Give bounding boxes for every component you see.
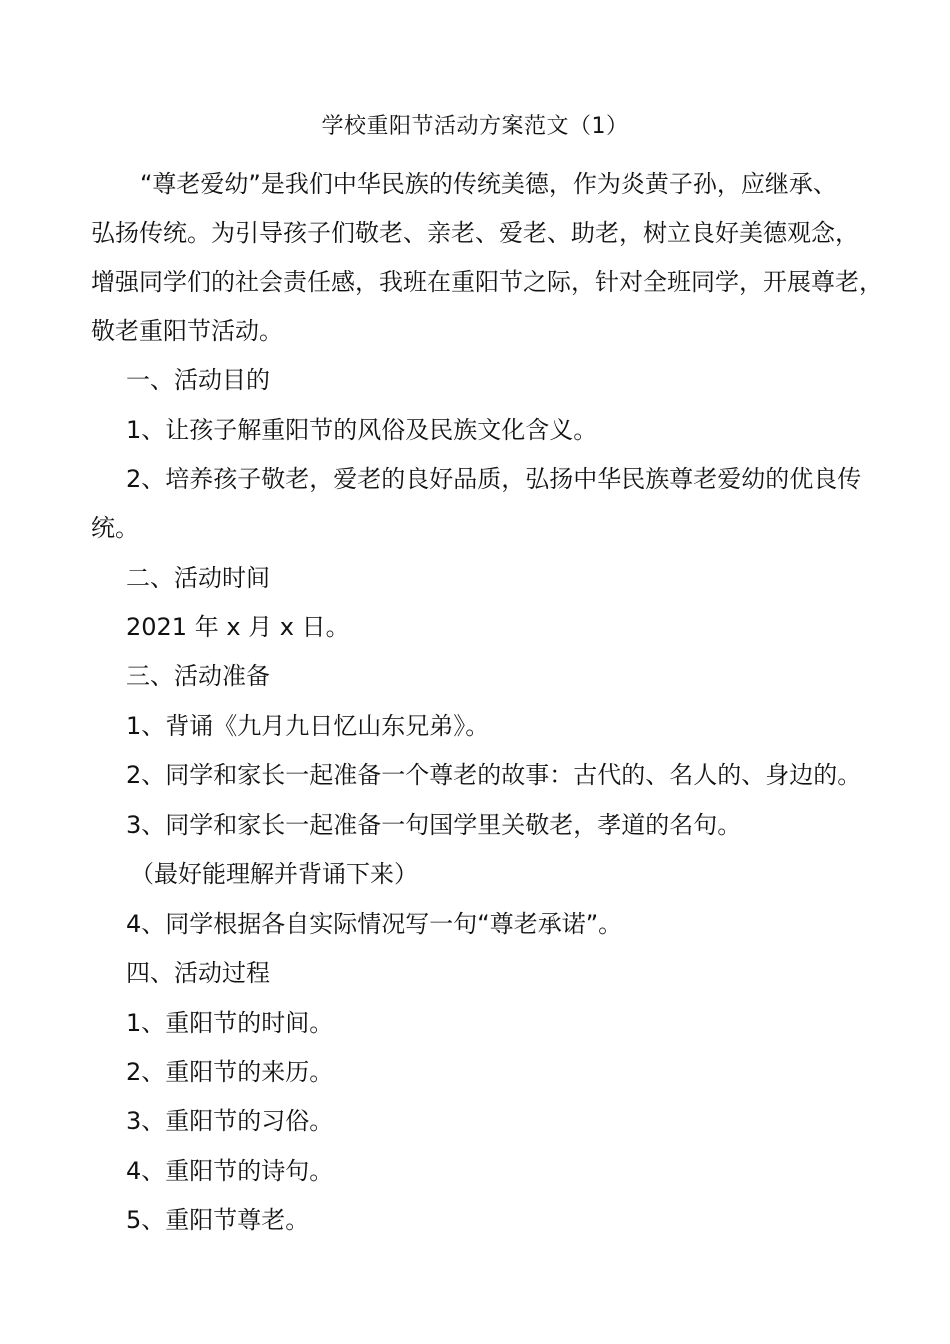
process-item-5: 5、重阳节尊老。 <box>126 1206 310 1234</box>
preparation-item-4: 4、同学根据各自实际情况写一句“尊老承诺”。 <box>126 910 623 938</box>
intro-line-1: “尊老爱幼”是我们中华民族的传统美德，作为炎黄子孙，应继承、 <box>140 170 837 198</box>
section-heading-purpose: 一、活动目的 <box>126 366 270 394</box>
document-title: 学校重阳节活动方案范文（1） <box>321 114 629 139</box>
section-heading-preparation: 三、活动准备 <box>126 662 270 690</box>
process-item-1: 1、重阳节的时间。 <box>126 1009 334 1037</box>
activity-date: 2021 年 x 月 x 日。 <box>126 613 350 641</box>
process-item-3: 3、重阳节的习俗。 <box>126 1107 334 1135</box>
section-heading-process: 四、活动过程 <box>126 959 270 987</box>
purpose-item-2-line-2: 统。 <box>91 514 139 542</box>
preparation-item-1: 1、背诵《九月九日忆山东兄弟》。 <box>126 712 490 740</box>
process-item-2: 2、重阳节的来历。 <box>126 1058 334 1086</box>
process-item-4: 4、重阳节的诗句。 <box>126 1157 334 1185</box>
intro-line-2: 弘扬传统。为引导孩子们敬老、亲老、爱老、助老，树立良好美德观念， <box>91 219 859 247</box>
preparation-item-2: 2、同学和家长一起准备一个尊老的故事：古代的、名人的、身边的。 <box>126 761 862 789</box>
intro-line-3: 增强同学们的社会责任感，我班在重阳节之际，针对全班同学，开展尊老， <box>91 268 883 296</box>
purpose-item-1: 1、让孩子解重阳节的风俗及民族文化含义。 <box>126 416 598 444</box>
preparation-item-3: 3、同学和家长一起准备一句国学里关敬老，孝道的名句。 <box>126 811 742 839</box>
intro-line-4: 敬老重阳节活动。 <box>91 317 283 345</box>
section-heading-time: 二、活动时间 <box>126 564 270 592</box>
preparation-note: （最好能理解并背诵下来） <box>130 860 418 888</box>
purpose-item-2-line-1: 2、培养孩子敬老，爱老的良好品质，弘扬中华民族尊老爱幼的优良传 <box>126 465 862 493</box>
